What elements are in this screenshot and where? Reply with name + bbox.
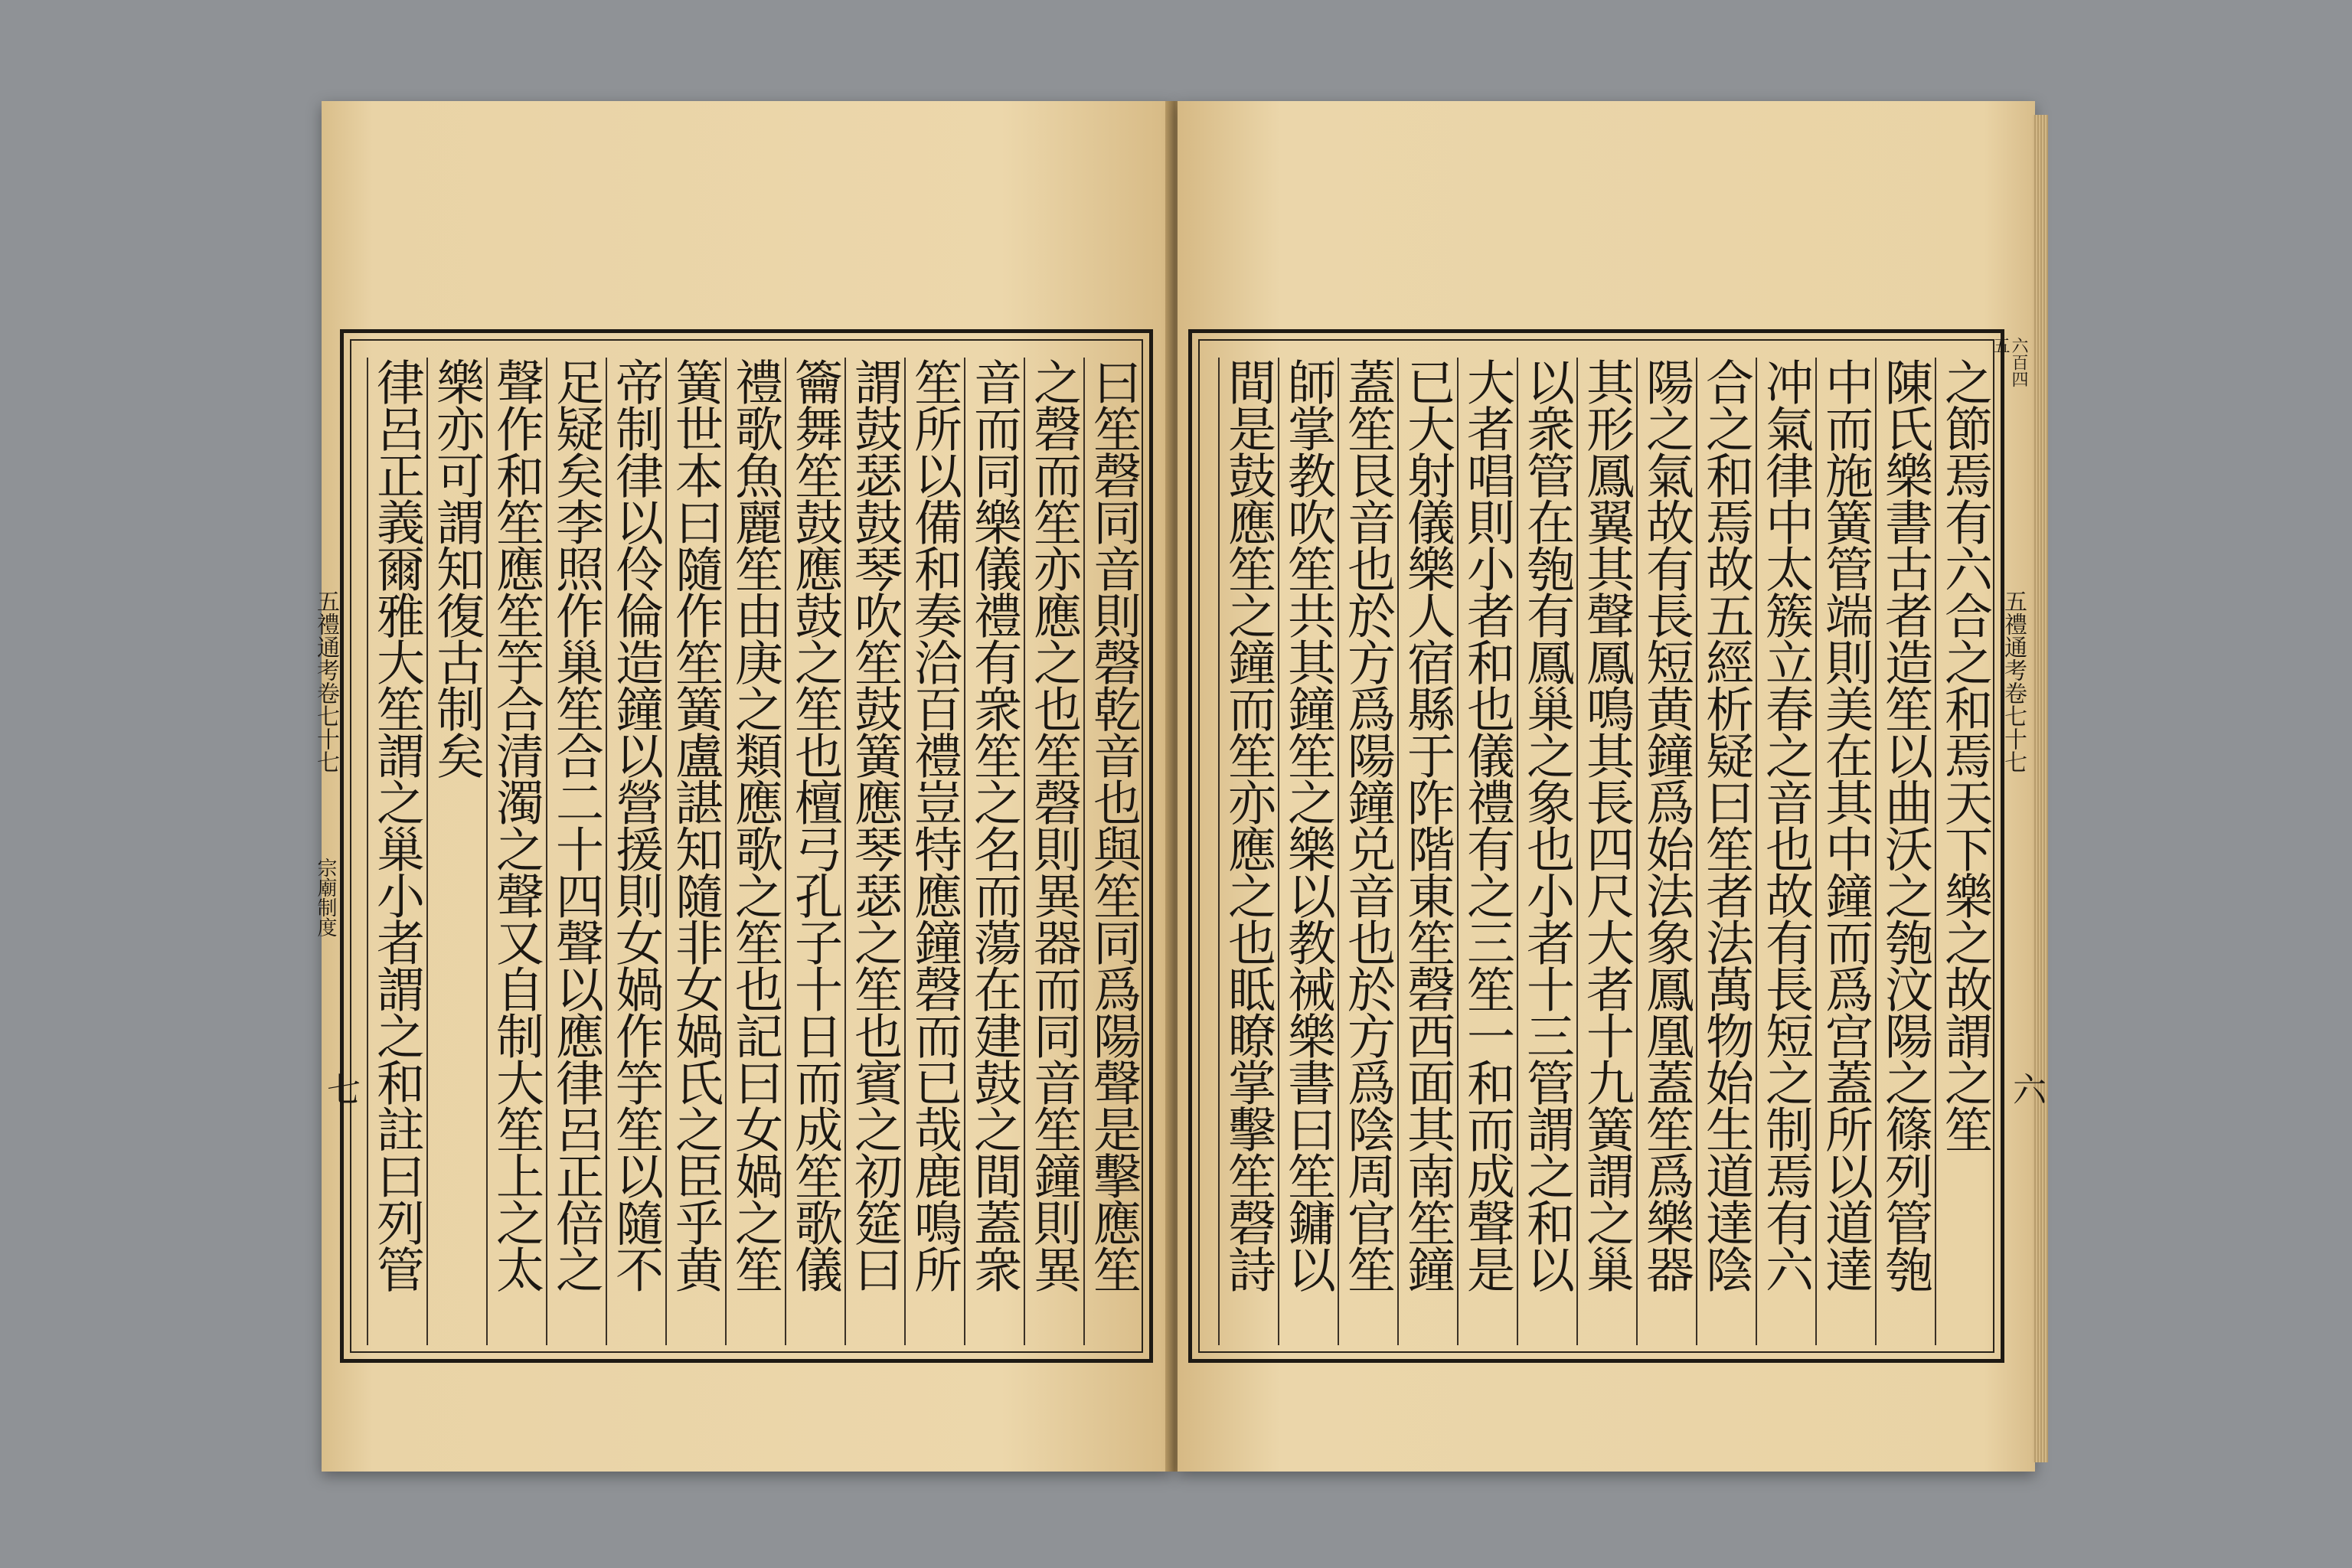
right-margin-folio: 六百四五 (1991, 337, 2028, 387)
left-column-12: 樂亦可謂知復古制矣 (426, 358, 485, 1345)
left-column-8: 簧世本曰隨作笙簧盧諶知隨非女媧氏之臣乎黄 (665, 358, 724, 1345)
right-column-2: 陳氏樂書古者造笙以曲沃之匏汶陽之篠列管匏 (1875, 358, 1933, 1345)
right-column-9: 大者唱則小者和也儀禮有之三笙一和而成聲是 (1457, 358, 1515, 1345)
right-column-12: 師掌教吹笙共其鐘笙之樂以教祴樂書曰笙鏞以 (1278, 358, 1336, 1345)
left-page-number: 七 (321, 1072, 360, 1106)
left-column-4: 笙所以備和奏洽百禮豈特應鐘磬而已哉鹿鳴所 (904, 358, 962, 1345)
left-column-6: 籥舞笙鼓應鼓之笙也檀弓孔子十日而成笙歌儀 (785, 358, 843, 1345)
right-column-8: 以衆管在匏有鳳巢之象也小者十三管謂之和以 (1517, 358, 1575, 1345)
right-column-5: 合之和焉故五經析疑曰笙者法萬物始生道達陰 (1696, 358, 1754, 1345)
left-column-3: 音而同樂儀禮有衆笙之名而蕩在建鼓之間蓋衆 (964, 358, 1022, 1345)
right-column-1: 之節焉有六合之和焉天下樂之故謂之笙 (1935, 358, 1993, 1345)
right-column-3: 中而施簧管端則美在其中鐘而爲宫蓋所以道達 (1815, 358, 1873, 1345)
right-column-7: 其形鳳翼其聲鳳鳴其長四尺大者十九簧謂之巢 (1576, 358, 1635, 1345)
page-edges (2033, 115, 2048, 1462)
left-column-1: 曰笙磬同音則磬乾音也與笙同爲陽聲是擊應笙 (1083, 358, 1142, 1345)
left-margin-section: 宗廟制度 (314, 858, 337, 937)
right-column-6: 陽之氣故有長短黄鐘爲始法象鳳凰蓋笙爲樂器 (1636, 358, 1694, 1345)
right-column-11: 蓋笙艮音也於方爲陽鐘兑音也於方爲陰周官笙 (1338, 358, 1396, 1345)
left-margin-title: 五禮通考卷七十七 (312, 590, 339, 773)
left-column-9: 帝制律以伶倫造鐘以營援則女媧作竽笙以隨不 (606, 358, 664, 1345)
left-column-11: 聲作和笙應笙竽合清濁之聲又自制大笙上之太 (486, 358, 544, 1345)
left-column-5: 謂鼓瑟鼓琴吹笙鼓簧應琴瑟之笙也賓之初筵曰 (844, 358, 903, 1345)
right-column-10: 已大射儀樂人宿縣于阼階東笙磬西面其南笙鐘 (1397, 358, 1455, 1345)
left-column-7: 禮歌魚麗笙由庚之類應歌之笙也記曰女媧之笙 (725, 358, 783, 1345)
right-column-4: 冲氣律中太簇立春之音也故有長短之制焉有六 (1756, 358, 1814, 1345)
right-margin-title: 五禮通考卷七十七 (2000, 590, 2027, 773)
right-page-number: 六 (2007, 1072, 2046, 1106)
right-inner-border (1198, 339, 1994, 1353)
left-column-2: 之磬而笙亦應之也笙磬則異器而同音笙鐘則異 (1024, 358, 1082, 1345)
left-column-10: 足疑矣李照作巢笙合二十四聲以應律呂正倍之 (546, 358, 604, 1345)
left-column-13: 律呂正義爾雅大笙謂之巢小者謂之和註曰列管 (367, 358, 425, 1345)
left-inner-border (350, 339, 1143, 1353)
right-column-13: 間是鼓應笙之鐘而笙亦應之也眡瞭掌擊笙磬詩 (1218, 358, 1276, 1345)
right-text-frame (1188, 329, 2004, 1363)
left-text-frame (340, 329, 1153, 1363)
